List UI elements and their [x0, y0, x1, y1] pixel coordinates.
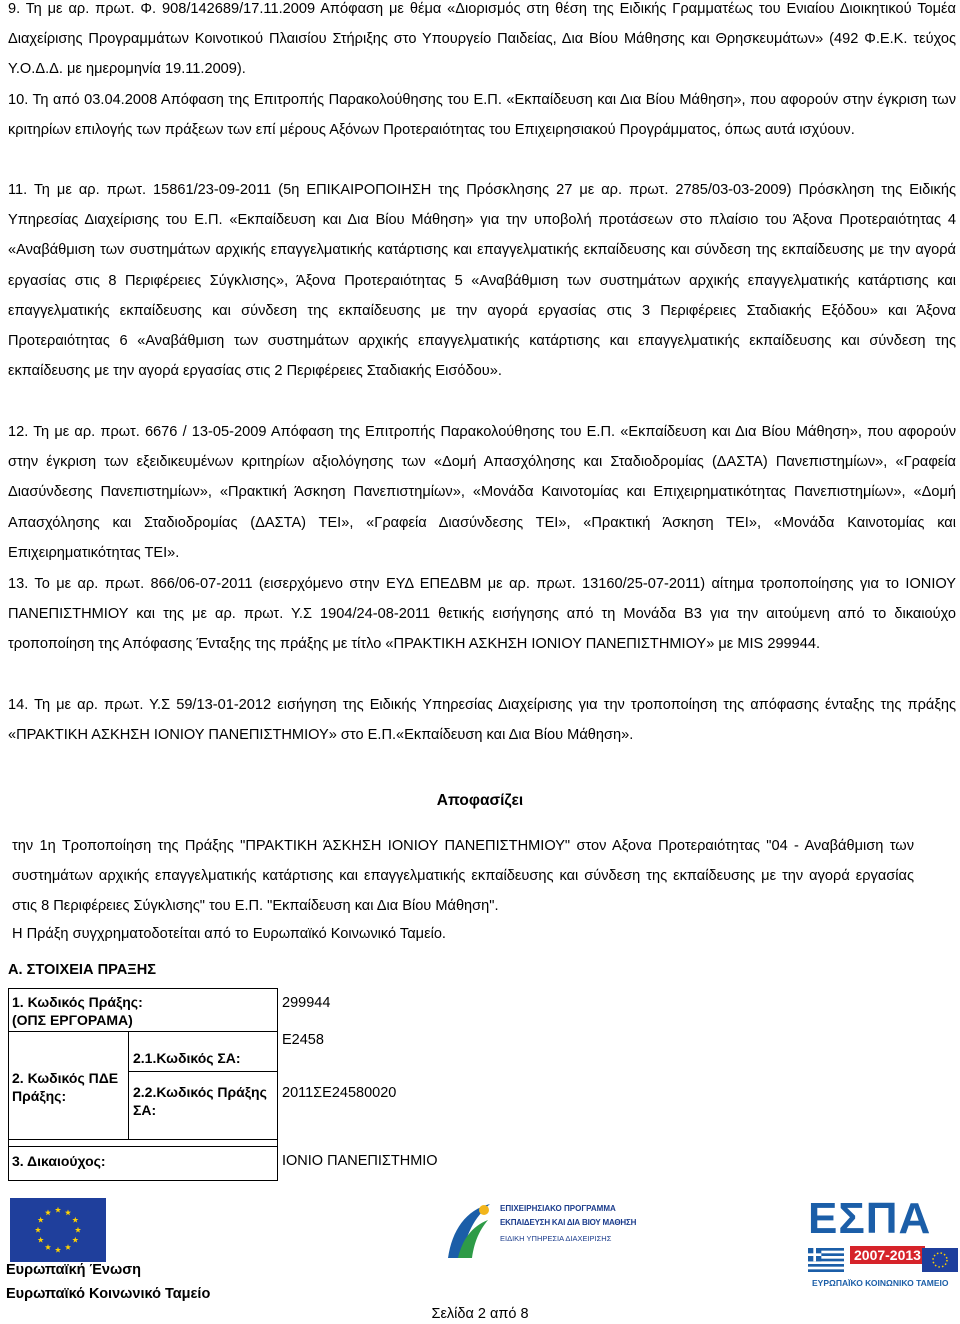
recital-10: 10. Τη από 03.04.2008 Απόφαση της Επιτροπής Παρακολούθησης του Ε.Π. «Εκπαίδευση και Δια Βίου Μάθηση», που αφορούν στην έγκριση των κριτηρίων επιλογής των πράξεων των επί μέρους Αξόνων Προτεραιότητας του Επιχειρησιακού Προγράμματος, όπως αυτά ισχύουν. — [8, 92, 956, 139]
row2-2-value: 2011ΣΕ24580020 — [282, 1085, 397, 1101]
recital-9: 9. Τη με αρ. πρωτ. Φ. 908/142689/17.11.2009 Απόφαση με θέμα «Διορισμός στη θέση της Ειδικής Γραμματέως του Ενιαίου Διοικητικού Τομέα Διαχείρισης Προγραμμάτων Κοινοτικού Πλαισίου Στήριξης στο Υπουργείο Παιδείας, Δια Βίου Μάθησης και Θρησκευμάτων» (492 Φ.Ε.Κ. τεύχος Υ.Ο.Δ.Δ. με ημερομηνία 19.11.2009). — [8, 1, 956, 78]
row1-sublabel: (ΟΠΣ ΕΡΓΟΡΑΜΑ) — [12, 1012, 133, 1028]
greek-flag-icon — [808, 1248, 844, 1272]
decision-body: την 1η Τροποποίηση της Πράξης "ΠΡΑΚΤΙΚΗ ΆΣΚΗΣΗ ΙΟΝΙΟΥ ΠΑΝΕΠΙΣΤΗΜΙΟΥ" στον Αξονα Προτεραιότητας "04 - Αναβάθμιση των συστημάτων αρχικής επαγγελματικής κατάρτισης και επαγγελματικής εκπαίδευσης και σύνδεση της εκπαίδευσης με την αγορά εργασίας στις 8 Περιφέρειες Σύγκλισης" του Ε.Π. "Εκπαίδευση και Δια Βίου Μάθηση". — [12, 838, 914, 915]
recital-11: 11. Τη με αρ. πρωτ. 15861/23-09-2011 (5η ΕΠΙΚΑΙΡΟΠΟΙΗΣΗ της Πρόσκλησης 27 με αρ. πρωτ. 2785/03-03-2009) Πρόσκληση της Ειδικής Υπηρεσίας Διαχείρισης του Ε.Π. «Εκπαίδευση και Δια Βίου Μάθηση» για την υποβολή προτάσεων στο πλαίσιο του Άξονα Προτεραιότητας 4 «Αναβάθμιση των συστημάτων αρχικής επαγγελματικής κατάρτισης και επαγγελματικής εκπαίδευσης και σύνδεση της εκπαίδευσης με την αγορά εργασίας στις 8 Περιφέρειες Σύγκλισης», Άξονα Προτεραιότητας 5 «Αναβάθμιση των συστημάτων αρχικής επαγγελματικής κατάρτισης και επαγγελματικής εκπαίδευσης και σύνδεση της εκπαίδευσης με την αγορά εργασίας στις 3 Περιφέρειες Σταδιακής Εξόδου» και Άξονα Προτεραιότητας 6 «Αναβάθμιση των συστημάτων αρχικής επαγγελματικής κατάρτισης και επαγγελματικής εκπαίδευσης και σύνδεση της εκπαίδευσης με την αγορά εργασίας στις 2 Περιφέρειες Σταδιακής Εισόδου». — [8, 182, 956, 380]
espa-word: ΕΣΠΑ — [808, 1194, 932, 1243]
op-logo-emblem — [444, 1200, 494, 1262]
row2-2-label: 2.2.Κωδικός Πράξης ΣΑ: — [133, 1084, 267, 1118]
op-logo-line1: ΕΠΙΧΕΙΡΗΣΙΑΚΟ ΠΡΟΓΡΑΜΜΑ — [500, 1204, 616, 1213]
recital-12: 12. Τη με αρ. πρωτ. 6676 / 13-05-2009 Απόφαση της Επιτροπής Παρακολούθησης του Ε.Π. «Εκπαίδευση και Δια Βίου Μάθηση», που αφορούν στην έγκριση των εξειδικευμένων κριτηρίων αξιολόγησης των «Δομή Απασχόλησης και Σταδιοδρομίας (ΔΑΣΤΑ) Πανεπιστημίων», «Γραφεία Διασύνδεσης Πανεπιστημίων», «Πρακτική Άσκηση Πανεπιστημίων», «Μονάδα Καινοτομίας και Επιχειρηματικότητας Πανεπιστημίων», «Δομή Απασχόλησης και Σταδιοδρομίας (ΔΑΣΤΑ) ΤΕΙ», «Γραφεία Διασύνδεσης ΤΕΙ», «Πρακτική Άσκηση ΤΕΙ», «Μονάδα Καινοτομίας και Επιχειρηματικότητας ΤΕΙ». — [8, 424, 956, 561]
row1-label: 1. Κωδικός Πράξης: — [12, 994, 143, 1010]
eu-flag-logo — [10, 1198, 106, 1262]
recital-13: 13. Το με αρ. πρωτ. 866/06-07-2011 (εισερχόμενο στην ΕΥΔ ΕΠΕΔΒΜ με αρ. πρωτ. 13160/25-07-2011) αίτημα τροποποίησης για το ΙΟΝΙΟΥ ΠΑΝΕΠΙΣΤΗΜΙΟΥ και της με αρ. πρωτ. Υ.Σ 1904/24-08-2011 θετικής εισήγησης από τη Μονάδα Β3 για την αιτούμενη από το δικαιούχο τροποποίηση της Απόφασης Ένταξης της πράξης με τίτλο «ΠΡΑΚΤΙΚΗ ΑΣΚΗΣΗ ΙΟΝΙΟΥ ΠΑΝΕΠΙΣΤΗΜΙΟΥ» με MIS 299944. — [8, 576, 956, 653]
espa-logo — [808, 1196, 958, 1296]
row3-label: 3. Δικαιούχος: — [12, 1153, 106, 1169]
row1-value: 299944 — [282, 995, 331, 1011]
funding-statement: Η Πράξη συγχρηματοδοτείται από το Ευρωπαϊκό Κοινωνικό Ταμείο. — [12, 926, 446, 942]
espa-eu-flag-icon — [922, 1248, 958, 1272]
op-logo-line3: ΕΙΔΙΚΗ ΥΠΗΡΕΣΙΑ ΔΙΑΧΕΙΡΙΣΗΣ — [500, 1234, 612, 1243]
eu-label: Ευρωπαϊκή Ένωση — [6, 1262, 141, 1278]
section-a-title: Α. ΣΤΟΙΧΕΙΑ ΠΡΑΞΗΣ — [8, 962, 156, 978]
row2-label: 2. Κωδικός ΠΔΕ Πράξης: — [12, 1070, 119, 1104]
recital-14: 14. Τη με αρ. πρωτ. Υ.Σ 59/13-01-2012 εισήγηση της Ειδικής Υπηρεσίας Διαχείρισης για την τροποποίηση της απόφασης ένταξης της πράξης «ΠΡΑΚΤΙΚΗ ΑΣΚΗΣΗ ΙΟΝΙΟΥ ΠΑΝΕΠΙΣΤΗΜΙΟΥ» στο Ε.Π.«Εκπαίδευση και Δια Βίου Μάθηση». — [8, 697, 956, 744]
op-logo-line2: ΕΚΠΑΙΔΕΥΣΗ ΚΑΙ ΔΙΑ ΒΙΟΥ ΜΑΘΗΣΗ — [500, 1218, 637, 1227]
esf-label: Ευρωπαϊκό Κοινωνικό Ταμείο — [6, 1286, 211, 1302]
op-logo — [444, 1198, 666, 1270]
espa-years: 2007-2013 — [850, 1246, 925, 1264]
decision-heading: Αποφασίζει — [436, 792, 524, 809]
row2-1-label: 2.1.Κωδικός ΣΑ: — [133, 1050, 241, 1066]
page-number: Σελίδα 2 από 8 — [431, 1306, 529, 1322]
espa-caption: ΕΥΡΩΠΑΪΚΟ ΚΟΙΝΩΝΙΚΟ ΤΑΜΕΙΟ — [812, 1278, 949, 1288]
row2-1-value: Ε2458 — [282, 1032, 324, 1048]
row3-value: ΙΟΝΙΟ ΠΑΝΕΠΙΣΤΗΜΙΟ — [282, 1153, 438, 1169]
